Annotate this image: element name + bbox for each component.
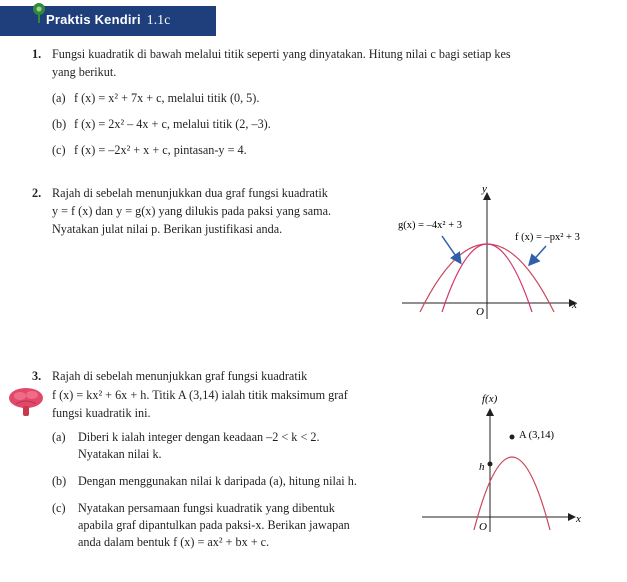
q3-point-a [510,435,515,440]
q1-item-a-text: f (x) = x² + 7x + c, melalui titik (0, 5). [74,91,260,105]
q2-arrow-f [530,246,546,264]
brain-icon [6,384,46,420]
q1-number: 1. [32,47,42,61]
q1-item-b-text: f (x) = 2x² – 4x + c, melalui titik (2, –3). [74,117,271,131]
q3-h-label: h [479,461,485,473]
q1-item-c-label: (c) [52,143,66,157]
q1-item-b-label: (b) [52,117,67,131]
banner-title: Praktis Kendiri 1.1c [46,12,171,27]
q3-origin: O [479,521,487,533]
q3-item-c-line3: anda dalam bentuk f (x) = ax² + bx + c. [78,535,270,549]
q3-point-h [488,462,493,467]
q3-line1: Rajah di sebelah menunjukkan graf fungsi kuadratik [52,369,308,383]
q3-item-a-line1: Diberi k ialah integer dengan keadaan –2 < k < 2. [78,430,320,444]
q3-item-c-line1: Nyatakan persamaan fungsi kuadratik yang dibentuk [78,501,335,515]
q3-item-b-line1: Dengan menggunakan nilai k daripada (a), hitung nilai h. [78,474,357,488]
q3-curve [474,457,550,530]
q3-y-label: f(x) [482,393,498,405]
q1-text-line1: Fungsi kuadratik di bawah melalui titik seperti yang dinyatakan. Hitung nilai c bagi setiap kes [52,47,511,61]
q2-x-label: x [572,299,577,311]
q3-item-c-label: (c) [52,501,66,515]
q3-item-a-line2: Nyatakan nilai k. [78,447,162,461]
q3-item-a-label: (a) [52,430,66,444]
q3-line3: fungsi kuadratik ini. [52,406,151,420]
q2-origin: O [476,306,484,318]
q2-arrow-g [442,236,460,262]
q3-point-label: A (3,14) [519,430,554,441]
q2-line2: y = f (x) dan y = g(x) yang dilukis pada paksi yang sama. [52,204,332,218]
q3-item-c-line2: apabila graf dipantulkan pada paksi-x. Berikan jawapan [78,518,350,532]
q1-text-line2: yang berikut. [52,65,117,79]
q2-number: 2. [32,186,42,200]
q3-number: 3. [32,369,42,383]
q2-g-label: g(x) = –4x² + 3 [398,220,462,231]
q1-item-a-label: (a) [52,91,66,105]
q1-item-c-text: f (x) = –2x² + x + c, pintasan-y = 4. [74,143,247,157]
q2-line3: Nyatakan julat nilai p. Berikan justifikasi anda. [52,222,283,236]
q2-graph [390,182,610,322]
q3-graph [418,390,598,540]
q2-y-label: y [482,183,487,195]
q2-f-label: f (x) = –px² + 3 [515,232,580,243]
q3-x-label: x [576,513,581,525]
q2-line1: Rajah di sebelah menunjukkan dua graf fungsi kuadratik [52,186,328,200]
q3-line2: f (x) = kx² + 6x + h. Titik A (3,14) ialah titik maksimum graf [52,388,348,402]
q3-item-b-label: (b) [52,474,67,488]
